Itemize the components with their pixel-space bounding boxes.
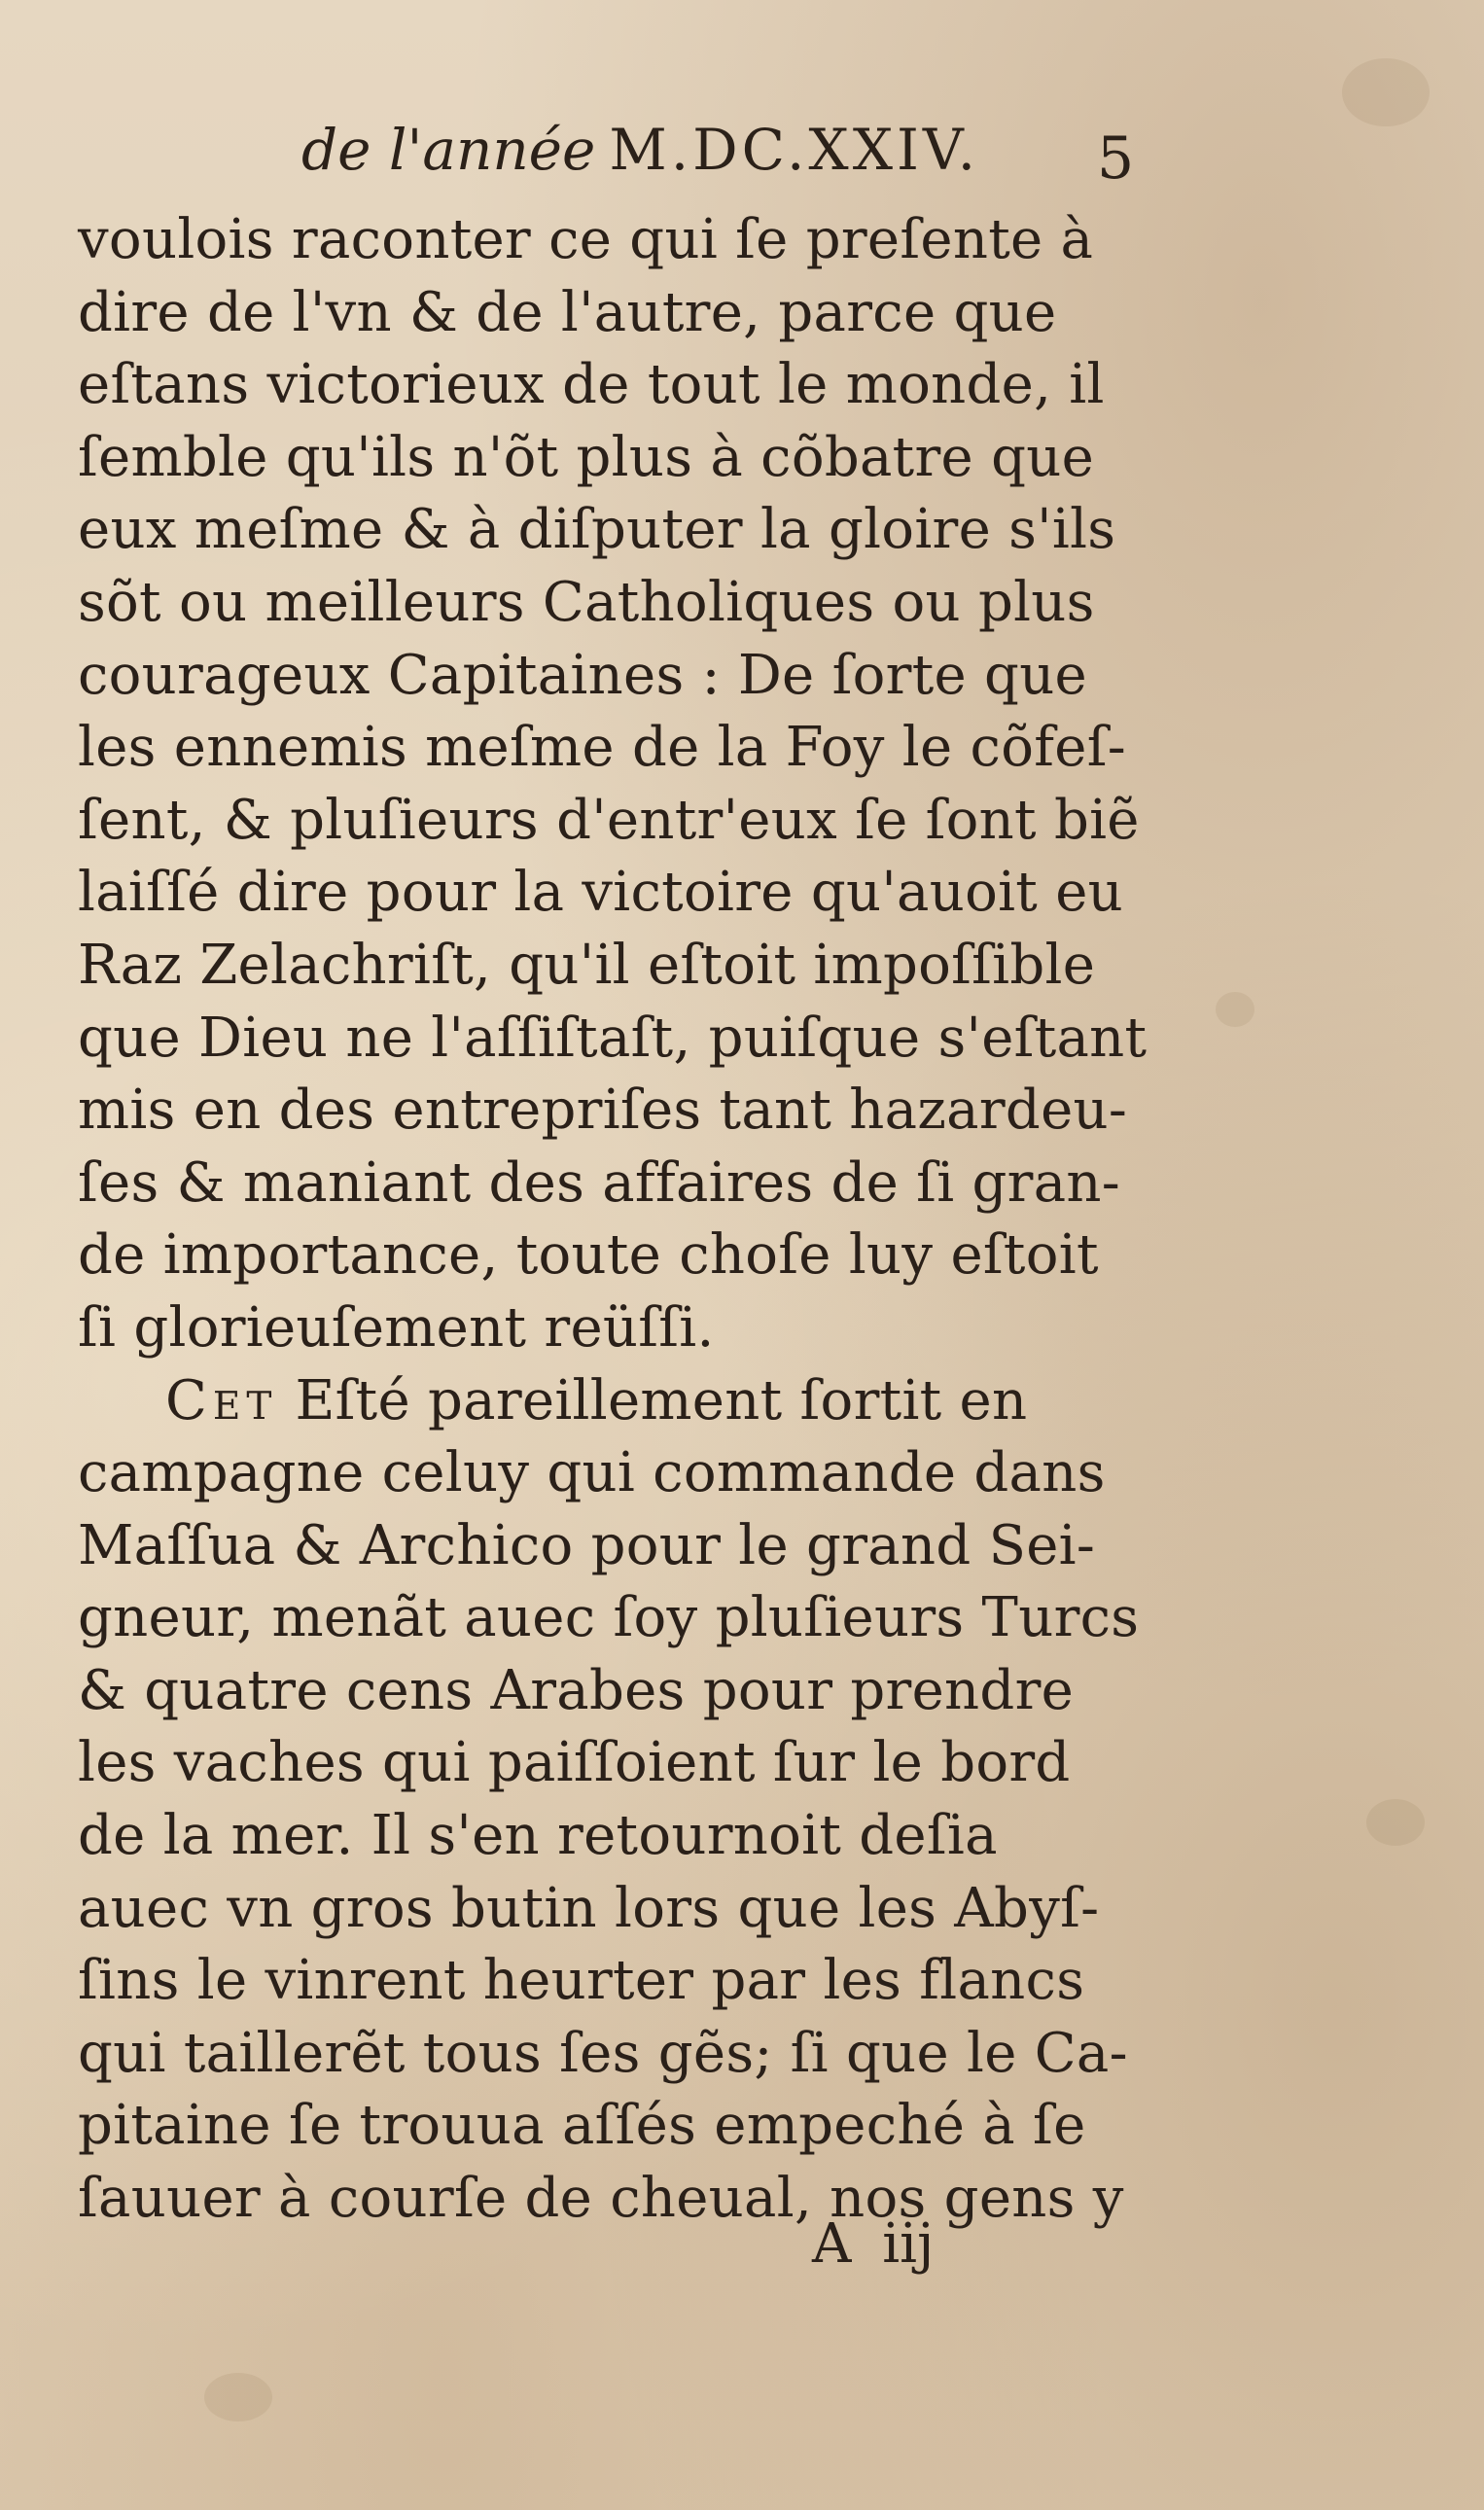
text-line: Raz Zelachriſt, qu'il eſtoit impoſſible: [78, 933, 1096, 997]
text-line: de la mer. Il s'en retournoit deſia: [78, 1804, 998, 1868]
text-line: eux meſme & à diſputer la gloire s'ils: [78, 498, 1116, 562]
text-line: eſtans victorieux de tout le monde, il: [78, 353, 1105, 417]
text-line: ſemble qu'ils n'õt plus à cõbatre que: [78, 425, 1095, 489]
running-head: [301, 117, 1177, 204]
body-text: [78, 204, 1148, 2236]
page-number: 5: [1097, 124, 1135, 193]
running-head-year: M.DC.XXIV.: [609, 117, 980, 183]
text-line: qui taillerẽt tous ſes gẽs; ſi que le Ca-: [78, 2021, 1128, 2085]
text-line: les ennemis meſme de la Foy le cõfeſ-: [78, 716, 1126, 780]
text-line: pitaine ſe trouua aſſés empeché à ſe: [78, 2094, 1086, 2158]
running-head-italic: de l'année: [301, 117, 596, 183]
text-line: ſauuer à courſe de cheual, nos gens y: [78, 2167, 1124, 2231]
text-line: & quatre cens Arabes pour prendre: [78, 1658, 1075, 1722]
text-line: ſins le vinrent heurter par les flancs: [78, 1949, 1085, 2013]
text-line: que Dieu ne l'aſſiſtaſt, puiſque s'eſtant: [78, 1006, 1148, 1070]
paper-stain: [204, 2373, 272, 2422]
paper-stain: [1366, 1799, 1425, 1846]
paragraph-opening-line: [78, 1365, 1148, 1438]
text-line: sõt ou meilleurs Catholiques ou plus: [78, 570, 1095, 634]
text-line: ſi glorieuſement reüſſi.: [78, 1295, 715, 1360]
text-line: dire de l'vn & de l'autre, parce que: [78, 280, 1057, 344]
text-line: courageux Capitaines : De ſorte que: [78, 643, 1087, 707]
text-line: auec vn gros butin lors que les Abyſ-: [78, 1876, 1100, 1940]
paper-stain: [1216, 992, 1254, 1027]
text-line: les vaches qui paiſſoient ſur le bord: [78, 1731, 1071, 1795]
paragraph-lead-word: Cet: [165, 1368, 278, 1432]
text-line: Maſſua & Archico pour le grand Sei-: [78, 1513, 1096, 1577]
text-line: campagne celuy qui commande dans: [78, 1441, 1106, 1505]
signature-mark: A iij: [812, 2212, 935, 2276]
text-line: laiſſé dire pour la victoire qu'auoit eu: [78, 861, 1124, 925]
text-line: ſent, & pluſieurs d'entr'eux ſe ſont biẽ: [78, 788, 1140, 852]
paper-stain: [1342, 58, 1430, 126]
text-line: voulois raconter ce qui ſe preſente à: [78, 208, 1094, 271]
text-line: gneur, menãt auec ſoy pluſieurs Turcs: [78, 1586, 1140, 1650]
text-line: mis en des entrepriſes tant hazardeu-: [78, 1078, 1128, 1143]
text-line: de importance, toute choſe luy eſtoit: [78, 1223, 1099, 1288]
paragraph-opening-text: Eſté pareillement ſortit en: [277, 1368, 1028, 1432]
text-line: ſes & maniant des affaires de ſi gran-: [78, 1150, 1121, 1215]
